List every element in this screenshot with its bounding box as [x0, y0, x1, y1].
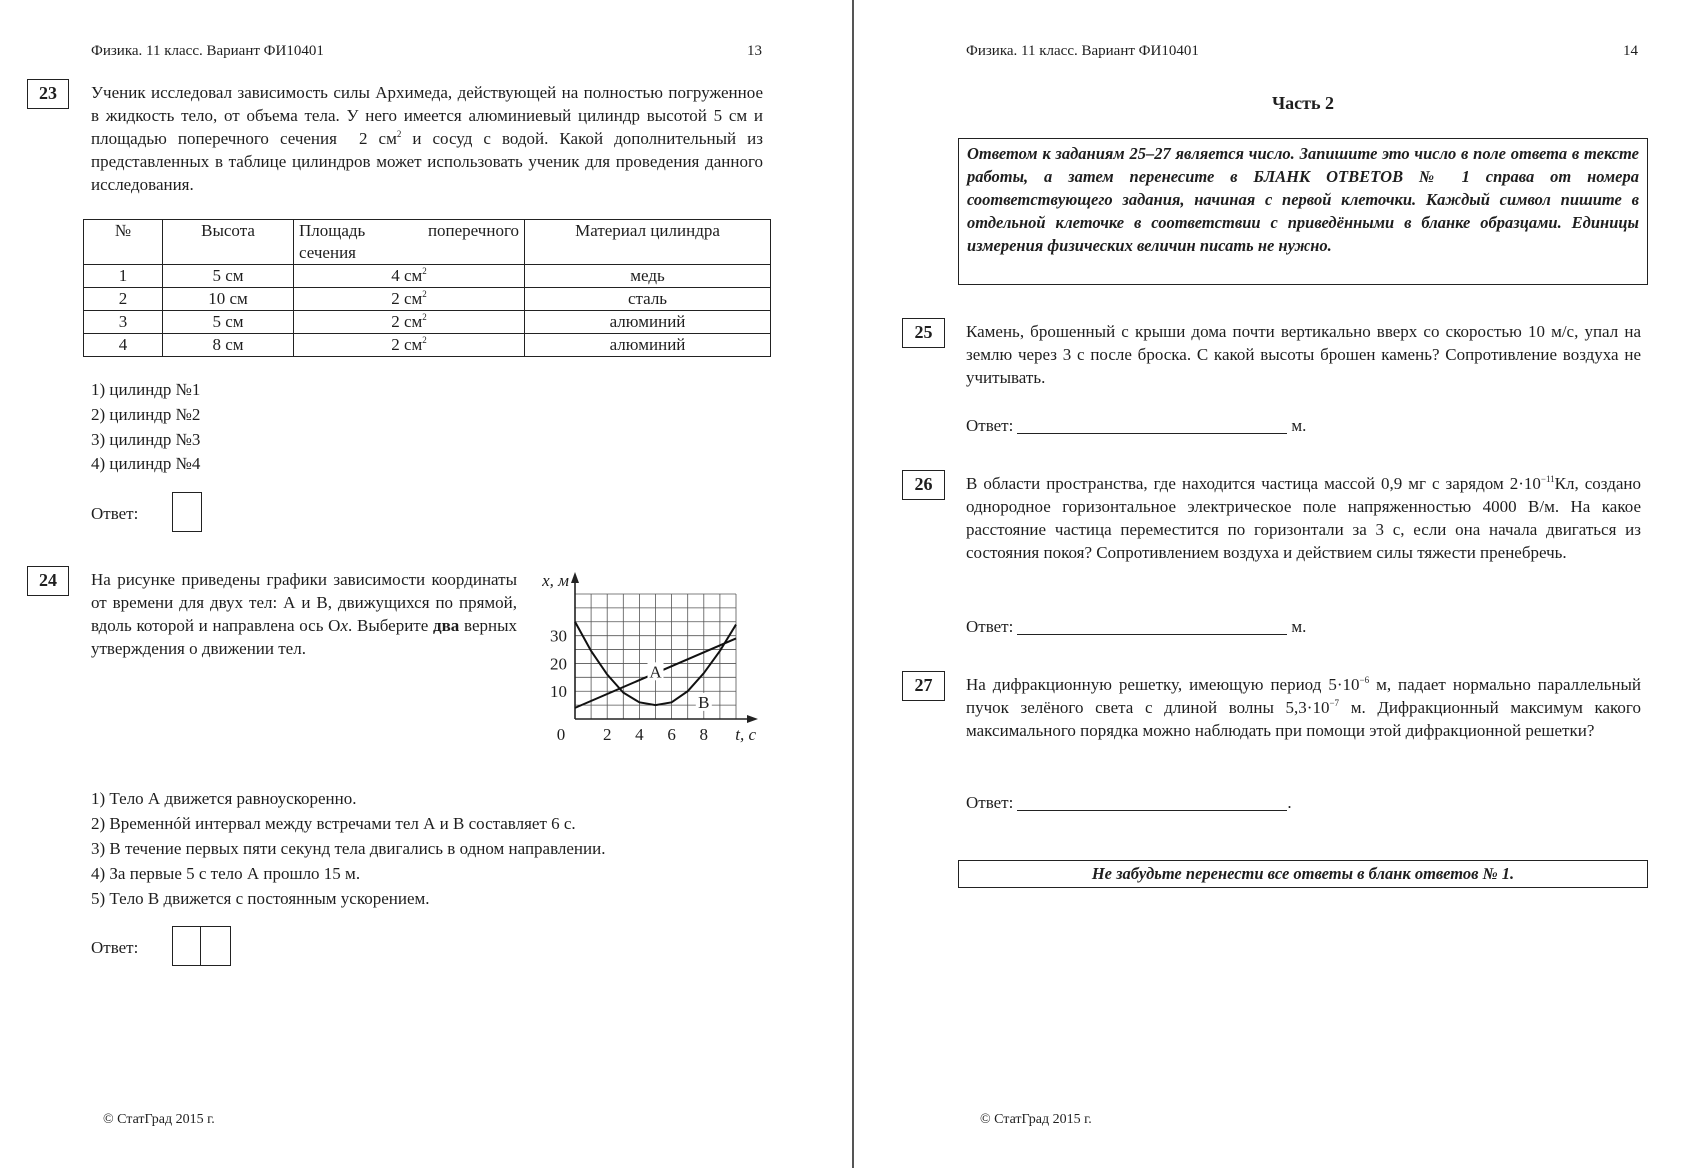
series-label-A: A — [649, 662, 662, 682]
x-axis-arrow — [747, 715, 758, 723]
table-cell: алюминий — [525, 311, 771, 334]
y-tick-label: 30 — [550, 626, 567, 646]
q25-answer: Ответ: м. — [966, 416, 1307, 435]
q26-text: В области пространства, где находится частица массой 0,9 мг с зарядом $2\cdot 10^{-11}Кл$, создано однородное горизонтальное электрическое поле напряженностью 4000 В/м. На какое расстояние частица переместится по горизонтали за 3 с, если она начала двигаться из состояния покоя? Сопротивлением воздуха и действием силы тяжести пренебречь. — [966, 474, 1642, 562]
page-footer: © СтатГрад 2015 г. — [980, 1112, 1092, 1127]
table-cell: 5 см — [163, 265, 294, 288]
table-cell: сталь — [525, 288, 771, 311]
x-tick-label: 2 — [602, 725, 612, 744]
y-tick-label: 10 — [550, 682, 567, 702]
q23-text-main: Ученик исследовал зависимость силы Архимеда, действующей на полностью погруженное в жидкость тело, от объема тела. У него имеется алюминиевый цилиндр высотой 5 см и площадью поперечного сечения — [91, 83, 763, 148]
table-cell: 2 $см^2$ — [294, 334, 525, 357]
graph-grid — [575, 594, 736, 719]
table-cell: алюминий — [525, 334, 771, 357]
table-header-row — [84, 220, 771, 265]
x-axis-label: t, с — [735, 725, 756, 744]
q25-answer-field[interactable] — [1017, 416, 1287, 434]
graph-labels — [541, 571, 756, 744]
q23-area-value: 2 $см^2$ — [359, 129, 402, 148]
table-row — [84, 311, 771, 334]
q23-answer-label: Ответ: — [91, 504, 139, 523]
left-page — [0, 0, 852, 1168]
coordinate-time-graph — [528, 570, 768, 748]
series-label-B: B — [698, 692, 710, 712]
graph-axes — [571, 572, 758, 723]
instructions-box: Ответом к заданиям 25–27 является число. Запишите это число в поле ответа в тексте работы, а затем перенесите в БЛАНК ОТВЕТОВ № 1 справа от номера соответствующего задания, начиная с первой клеточки. Каждый символ пишите в отдельной клеточке в соответствии с приведёнными в бланке образцами. Единицы измерения физических величин писать не нужно. — [958, 138, 1648, 285]
table-header-cell: № — [84, 220, 163, 265]
y-axis-label: x, м — [542, 571, 569, 590]
reminder-box: Не забудьте перенести все ответы в бланк ответов № 1. — [958, 860, 1648, 888]
q26-answer: Ответ: м. — [966, 617, 1307, 636]
page-header: Физика. 11 класс. Вариант ФИ10401 — [91, 43, 324, 59]
table-cell: 2 — [84, 288, 163, 311]
table-cell: 8 см — [163, 334, 294, 357]
question-number-23: 23 — [27, 79, 69, 109]
q24-text: На рисунке приведены графики зависимости координаты от времени для двух тел: А и В, движущихся по прямой, вдоль которой и направлена ось Оx. Выберите два верных утверждения о движении тел. — [91, 570, 518, 658]
table-header-cell: Материал цилиндра — [525, 220, 771, 265]
table-cell: 3 — [84, 311, 163, 334]
table-cell: 1 — [84, 265, 163, 288]
page-number: 14 — [1623, 43, 1638, 59]
q24-option-3: 3) В течение первых пяти секунд тела двигались в одном направлении. — [91, 839, 606, 858]
question-number-27: 27 — [902, 671, 945, 701]
x-tick-label: 0 — [556, 725, 566, 744]
q24-option-4: 4) За первые 5 с тело А прошло 15 м. — [91, 864, 361, 883]
table-cell: 5 см — [163, 311, 294, 334]
q24-answer-box-1[interactable] — [172, 926, 202, 966]
cylinders-table — [83, 219, 771, 357]
table-cell: 4 — [84, 334, 163, 357]
y-tick-label: 20 — [550, 654, 567, 674]
table-cell: 10 см — [163, 288, 294, 311]
table-cell: 4 $см^2$ — [294, 265, 525, 288]
q27-answer-field[interactable] — [1017, 793, 1287, 811]
q23-text — [91, 81, 763, 196]
y-axis-arrow — [571, 572, 579, 583]
q24-option-1: 1) Тело А движется равноускоренно. — [91, 789, 357, 808]
q23-text-tail: и сосуд с водой. Какой дополнительный из представленных в таблице цилиндров может использовать ученик для проведения данного исследования. — [91, 129, 763, 194]
part-title: Часть 2 — [1271, 93, 1335, 113]
table-header-cell: Высота — [163, 220, 294, 265]
page-number: 13 — [747, 43, 762, 59]
question-number-24: 24 — [27, 566, 69, 596]
table-row — [84, 288, 771, 311]
table-cell: 2 $см^2$ — [294, 288, 525, 311]
x-tick-label: 8 — [699, 725, 709, 744]
question-number-26: 26 — [902, 470, 945, 500]
table-header-cell: Площадь поперечного сечения — [294, 220, 525, 265]
table-row — [84, 265, 771, 288]
x-tick-label: 4 — [635, 725, 644, 744]
q27-text: На дифракционную решетку, имеющую период $5\cdot 10^{-6}$ м, падает нормально параллельный пучок зелёного света с длиной волны $5,3\cdot 10^{-7}$ м. Дифракционный максимум какого максимального порядка можно наблюдать при помощи этой дифракционной решетки? — [966, 675, 1642, 740]
page-header: Физика. 11 класс. Вариант ФИ10401 — [966, 43, 1199, 59]
right-page — [854, 0, 1706, 1168]
table-cell: медь — [525, 265, 771, 288]
q23-answer-box[interactable] — [172, 492, 202, 532]
q24-answer-box-2[interactable] — [200, 926, 231, 966]
q23-option-2: 2) цилиндр №2 — [91, 405, 201, 424]
q23-option-4: 4) цилиндр №4 — [91, 454, 201, 473]
q25-text: Камень, брошенный с крыши дома почти вертикально вверх со скоростью 10 м/с, упал на землю через 3 с после броска. С какой высоты брошен камень? Сопротивление воздуха не учитывать. — [966, 322, 1641, 387]
x-tick-label: 6 — [667, 725, 676, 744]
question-number-25: 25 — [902, 318, 945, 348]
q23-option-3: 3) цилиндр №3 — [91, 430, 201, 449]
q24-option-5: 5) Тело В движется с постоянным ускорением. — [91, 889, 430, 908]
q24-answer-label: Ответ: — [91, 938, 139, 957]
q27-answer: Ответ: . — [966, 793, 1292, 812]
q26-answer-field[interactable] — [1017, 617, 1287, 635]
q24-option-2: 2) Временнóй интервал между встречами тел А и В составляет 6 с. — [91, 814, 576, 833]
q23-option-1: 1) цилиндр №1 — [91, 380, 201, 399]
page-footer: © СтатГрад 2015 г. — [103, 1112, 215, 1127]
table-cell: 2 $см^2$ — [294, 311, 525, 334]
table-row — [84, 334, 771, 357]
